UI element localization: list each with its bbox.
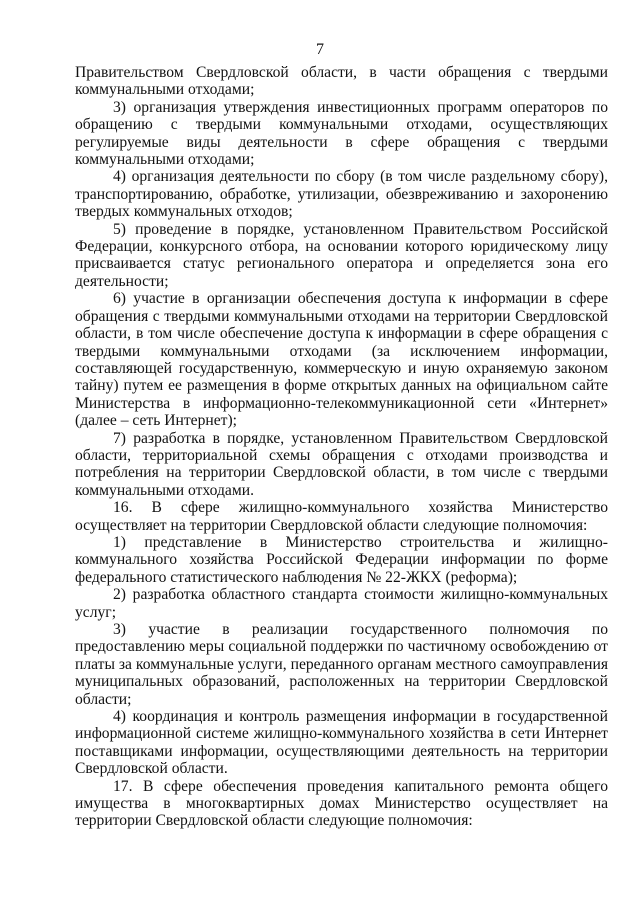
- paragraph-16-item-4: 4) координация и контроль размещения информации в государственной информационной системе жилищно-коммунального хозяйства в сети Интернет поставщиками информации, осуществляющими деятельность на территории Свердловской области.: [75, 708, 608, 778]
- document-body: [75, 64, 608, 830]
- paragraph-section-16: 16. В сфере жилищно-коммунального хозяйства Министерство осуществляет на территории Свердловской области следующие полномочия:: [75, 499, 608, 534]
- paragraph-item-4: 4) организация деятельности по сбору (в том числе раздельному сбору), транспортированию, обработке, утилизации, обезвреживанию и захоронению твердых коммунальных отходов;: [75, 168, 608, 221]
- paragraph-item-7: 7) разработка в порядке, установленном Правительством Свердловской области, территориальной схемы обращения с отходами производства и потребления на территории Свердловской области, в том числе с твердыми коммунальными отходами.: [75, 429, 608, 499]
- page-number: 7: [316, 41, 324, 58]
- paragraph-16-item-3: 3) участие в реализации государственного полномочия по предоставлению меры социальной поддержки по частичному освобождению от платы за коммунальные услуги, переданного органам местного самоуправления муниципальных образований, расположенных на территории Свердловской области;: [75, 621, 608, 708]
- paragraph-1: Правительством Свердловской области, в части обращения с твердыми коммунальными отходами;: [75, 64, 608, 99]
- paragraph-item-6: 6) участие в организации обеспечения доступа к информации в сфере обращения с твердыми коммунальными отходами на территории Свердловской области, в том числе обеспечение доступа к информации в сфере обращения с твердыми коммунальными отходами (за исключением информации, составляющей государственную, коммерческую и иную охраняемую законом тайну) путем ее размещения в форме открытых данных на официальном сайте Министерства в информационно-телекоммуникационной сети «Интернет» (далее – сеть Интернет);: [75, 290, 608, 430]
- paragraph-item-5: 5) проведение в порядке, установленном Правительством Российской Федерации, конкурсного отбора, на основании которого юридическому лицу присваивается статус регионального оператора и определяется зона его деятельности;: [75, 220, 608, 290]
- paragraph-section-17: 17. В сфере обеспечения проведения капитального ремонта общего имущества в многоквартирных домах Министерство осуществляет на территории Свердловской области следующие полномочия:: [75, 777, 608, 830]
- paragraph-16-item-2: 2) разработка областного стандарта стоимости жилищно-коммунальных услуг;: [75, 586, 608, 621]
- paragraph-16-item-1: 1) представление в Министерство строительства и жилищно-коммунального хозяйства Российской Федерации информации по форме федерального статистического наблюдения № 22-ЖКХ (реформа);: [75, 533, 608, 586]
- paragraph-item-3: 3) организация утверждения инвестиционных программ операторов по обращению с твердыми коммунальными отходами, осуществляющих регулируемые виды деятельности в сфере обращения с твердыми коммунальными отходами;: [75, 98, 608, 169]
